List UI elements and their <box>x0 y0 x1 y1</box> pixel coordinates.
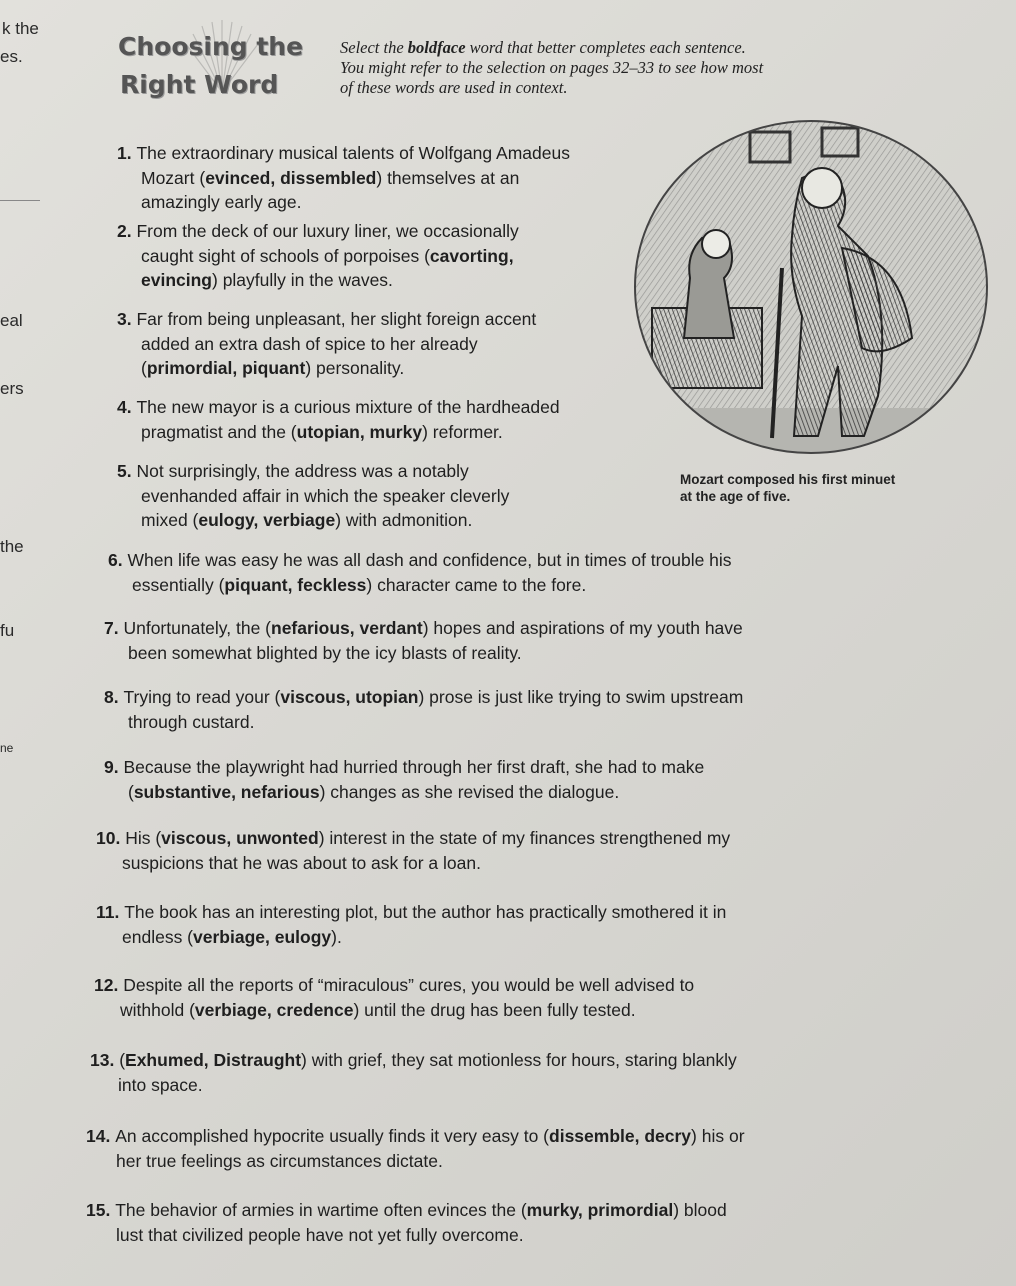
answer-choices: dissemble, decry <box>549 1126 692 1146</box>
question-text: ) prose is just like trying to swim upstream <box>418 687 744 707</box>
question-number: 12. <box>94 975 124 995</box>
question-text: Mozart ( <box>141 167 206 188</box>
question-line <box>86 1223 727 1248</box>
caption-line-2: at the age of five. <box>680 489 791 504</box>
instruction-text: word that better completes each sentence. <box>465 38 746 57</box>
question <box>108 548 732 597</box>
question-text: essentially ( <box>132 574 225 595</box>
question-line <box>104 616 743 641</box>
question-line <box>96 900 726 925</box>
question-line <box>117 244 519 269</box>
question-line <box>86 1198 727 1223</box>
question-text: ( <box>119 1050 126 1070</box>
instruction-text: Select the <box>340 38 408 57</box>
answer-choices: eulogy, verbiage <box>198 510 336 530</box>
question-line <box>90 1048 737 1073</box>
question-line <box>108 573 732 598</box>
image-caption <box>680 471 1000 505</box>
question-text: ( <box>141 358 147 378</box>
question-text: From the deck of our luxury liner, we occasionally <box>136 221 519 241</box>
question-number: 13. <box>90 1050 120 1070</box>
question-text: amazingly early age. <box>141 192 302 212</box>
question-number: 11. <box>96 902 125 922</box>
question-line <box>117 484 509 509</box>
question-line <box>117 166 570 191</box>
question-line <box>117 268 519 293</box>
question-line <box>108 548 732 573</box>
question <box>104 685 743 734</box>
question <box>104 616 743 665</box>
question-text: pragmatist and the ( <box>141 421 297 442</box>
question-text: withhold ( <box>120 999 195 1020</box>
margin-fragment: k the <box>2 19 39 38</box>
question-number: 8. <box>104 687 124 707</box>
title-line-1: Choosing the <box>118 32 304 61</box>
instruction-line-3: of these words are used in context. <box>340 78 568 97</box>
answer-choices: nefarious, verdant <box>271 618 423 638</box>
answer-choices: murky, primordial <box>526 1200 674 1220</box>
question-text: ) personality. <box>305 358 405 378</box>
title-line-2: Right Word <box>120 70 279 99</box>
question-line <box>96 851 730 876</box>
question <box>104 755 704 804</box>
question-text: ) until the drug has been fully tested. <box>353 999 636 1020</box>
question-line <box>104 780 704 805</box>
question-text: His ( <box>125 828 162 848</box>
answer-choices: viscous, utopian <box>280 687 419 707</box>
question-line <box>94 973 694 998</box>
margin-fragment: es. <box>0 47 23 66</box>
instruction-bold-word: boldface <box>407 38 466 57</box>
question-text: ) themselves at an <box>376 167 520 188</box>
question-text: into space. <box>118 1074 203 1095</box>
question-text: through custard. <box>128 711 255 732</box>
question-line <box>117 307 536 332</box>
margin-fragment: ne <box>0 741 14 755</box>
question-line <box>104 685 743 710</box>
question-number: 7. <box>104 618 124 638</box>
question-line <box>117 190 570 215</box>
question-number: 2. <box>117 221 137 241</box>
margin-fragment: eal <box>0 311 23 330</box>
mozart-engraving-illustration <box>632 118 990 456</box>
answer-choices: evincing <box>141 270 212 290</box>
answer-choices: substantive, nefarious <box>133 781 320 802</box>
question-text: ) reformer. <box>422 421 503 442</box>
question-text: ( <box>128 781 134 802</box>
question-line <box>104 710 743 735</box>
question-text: ) blood <box>673 1200 727 1220</box>
question-number: 15. <box>86 1200 116 1220</box>
margin-fragment: fu <box>0 621 15 640</box>
question-text: caught sight of schools of porpoises ( <box>141 245 430 266</box>
answer-choices: piquant, feckless <box>224 574 367 595</box>
question-text: ) with grief, they sat motionless for hours, staring blankly <box>301 1050 737 1070</box>
caption-line-1: Mozart composed his first minuet <box>680 472 896 487</box>
margin-fragment: the <box>0 537 24 556</box>
question-number: 1. <box>117 143 137 163</box>
question <box>96 900 726 949</box>
answer-choices: evinced, dissembled <box>205 167 377 188</box>
question-text: mixed ( <box>141 510 199 530</box>
instructions <box>340 38 980 98</box>
question-text: ). <box>331 926 342 947</box>
question-text: been somewhat blighted by the icy blasts of reality. <box>128 642 522 663</box>
question <box>117 459 509 533</box>
question <box>117 307 536 381</box>
question-text: ) changes as she revised the dialogue. <box>319 781 620 802</box>
question-line <box>117 219 519 244</box>
answer-choices: utopian, murky <box>296 421 423 442</box>
question-text: When life was easy he was all dash and confidence, but in times of trouble his <box>127 550 732 570</box>
question-line <box>117 332 536 357</box>
question-line <box>117 395 560 420</box>
question-line <box>104 755 704 780</box>
question-line <box>96 826 730 851</box>
answer-choices: verbiage, credence <box>194 999 354 1020</box>
question <box>117 395 560 444</box>
margin-rule <box>0 200 40 201</box>
question-text: added an extra dash of spice to her already <box>141 333 478 354</box>
question-number: 4. <box>117 397 137 417</box>
question-text: ) hopes and aspirations of my youth have <box>422 618 743 638</box>
question-number: 3. <box>117 309 137 329</box>
question <box>96 826 730 875</box>
question-line <box>117 508 509 533</box>
question-text: Unfortunately, the ( <box>123 618 271 638</box>
question-text: suspicions that he was about to ask for a loan. <box>122 852 481 873</box>
question-line <box>104 641 743 666</box>
question-text: ) playfully in the waves. <box>212 270 393 290</box>
question-text: An accomplished hypocrite usually finds it very easy to ( <box>115 1126 550 1146</box>
question-number: 10. <box>96 828 126 848</box>
question <box>86 1124 745 1173</box>
question <box>94 973 694 1022</box>
question-text: endless ( <box>122 926 194 947</box>
question-number: 9. <box>104 757 124 777</box>
question-number: 5. <box>117 461 137 481</box>
instruction-line-1 <box>340 38 980 58</box>
question-text: ) with admonition. <box>335 510 473 530</box>
question-text: The extraordinary musical talents of Wolfgang Amadeus <box>136 143 570 163</box>
question-text: Because the playwright had hurried through her first draft, she had to make <box>123 757 705 777</box>
question-text: evenhanded affair in which the speaker cleverly <box>141 485 510 506</box>
question-line <box>94 998 694 1023</box>
question-number: 14. <box>86 1126 116 1146</box>
question-text: lust that civilized people have not yet fully overcome. <box>116 1224 524 1245</box>
question-text: ) his or <box>691 1126 745 1146</box>
answer-choices: viscous, unwonted <box>161 828 319 848</box>
question-text: The book has an interesting plot, but the author has practically smothered it in <box>124 902 727 922</box>
answer-choices: Exhumed, Distraught <box>125 1050 302 1070</box>
question <box>117 219 519 293</box>
question-text: Despite all the reports of “miraculous” cures, you would be well advised to <box>123 975 695 995</box>
question-text: ) interest in the state of my finances strengthened my <box>318 828 731 848</box>
question-text: The behavior of armies in wartime often evinces the ( <box>115 1200 527 1220</box>
question-line <box>90 1073 737 1098</box>
question-text: The new mayor is a curious mixture of the hardheaded <box>136 397 560 417</box>
question-line <box>117 141 570 166</box>
question-text: ) character came to the fore. <box>366 574 587 595</box>
answer-choices: verbiage, eulogy <box>193 926 332 947</box>
question-number: 6. <box>108 550 128 570</box>
instruction-line-2: You might refer to the selection on pages 32–33 to see how most <box>340 58 764 77</box>
question-line <box>86 1124 745 1149</box>
question-line <box>117 459 509 484</box>
question-line <box>86 1149 745 1174</box>
answer-choices: cavorting, <box>429 245 514 266</box>
question-text: Trying to read your ( <box>123 687 281 707</box>
question <box>117 141 570 215</box>
question-text: Not surprisingly, the address was a notably <box>136 461 469 481</box>
question-text: her true feelings as circumstances dictate. <box>116 1150 443 1171</box>
question-line <box>117 420 560 445</box>
question <box>90 1048 737 1097</box>
question <box>86 1198 727 1247</box>
question-line <box>96 925 726 950</box>
question-line <box>117 356 536 381</box>
question-text: Far from being unpleasant, her slight foreign accent <box>136 309 537 329</box>
margin-fragment: ers <box>0 379 24 398</box>
answer-choices: primordial, piquant <box>146 358 306 378</box>
